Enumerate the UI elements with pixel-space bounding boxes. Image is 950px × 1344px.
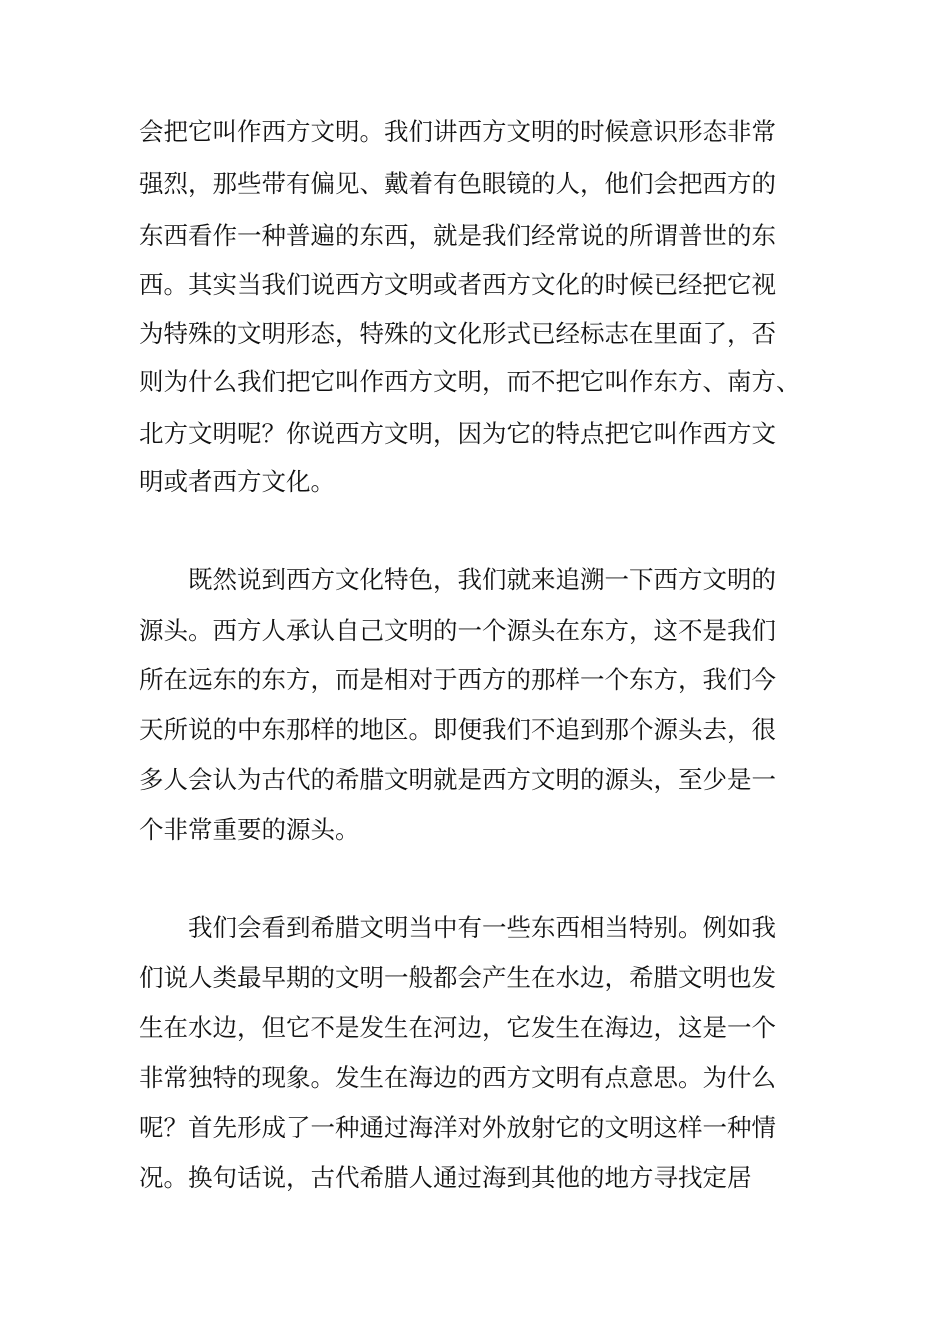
paragraph-3-line-3: 生在水边，但它不是发生在河边，它发生在海边，这是一个 [139, 1013, 776, 1042]
paragraph-2-line-6: 个非常重要的源头。 [139, 815, 360, 844]
paragraph-1-line-2: 强烈，那些带有偏见、戴着有色眼镜的人，他们会把西方的 [139, 169, 776, 198]
paragraph-2-line-1: 既然说到西方文化特色，我们就来追溯一下西方文明的 [188, 565, 776, 594]
paragraph-1-line-4: 西。其实当我们说西方文明或者西方文化的时候已经把它视 [139, 270, 776, 299]
paragraph-1-line-5: 为特殊的文明形态，特殊的文化形式已经标志在里面了，否 [139, 319, 776, 348]
paragraph-2-line-4: 天所说的中东那样的地区。即便我们不追到那个源头去，很 [139, 715, 776, 744]
paragraph-3-line-2: 们说人类最早期的文明一般都会产生在水边，希腊文明也发 [139, 963, 776, 992]
paragraph-3-line-6: 况。换句话说，古代希腊人通过海到其他的地方寻找定居 [139, 1163, 752, 1192]
paragraph-2-line-3: 所在远东的东方，而是相对于西方的那样一个东方，我们今 [139, 665, 776, 694]
paragraph-3-line-4: 非常独特的现象。发生在海边的西方文明有点意思。为什么 [139, 1063, 776, 1092]
paragraph-2-line-5: 多人会认为古代的希腊文明就是西方文明的源头，至少是一 [139, 765, 776, 794]
paragraph-1-line-6: 则为什么我们把它叫作西方文明，而不把它叫作东方、南方、 [139, 367, 801, 396]
paragraph-3-line-5: 呢？首先形成了一种通过海洋对外放射它的文明这样一种情 [139, 1113, 776, 1142]
paragraph-1-line-8: 明或者西方文化。 [139, 467, 335, 496]
paragraph-3-line-1: 我们会看到希腊文明当中有一些东西相当特别。例如我 [188, 913, 776, 942]
paragraph-1-line-1: 会把它叫作西方文明。我们讲西方文明的时候意识形态非常 [139, 117, 776, 146]
paragraph-1-line-7: 北方文明呢？你说西方文明，因为它的特点把它叫作西方文 [139, 419, 776, 448]
paragraph-1-line-3: 东西看作一种普遍的东西，就是我们经常说的所谓普世的东 [139, 221, 776, 250]
paragraph-2-line-2: 源头。西方人承认自己文明的一个源头在东方，这不是我们 [139, 616, 776, 645]
